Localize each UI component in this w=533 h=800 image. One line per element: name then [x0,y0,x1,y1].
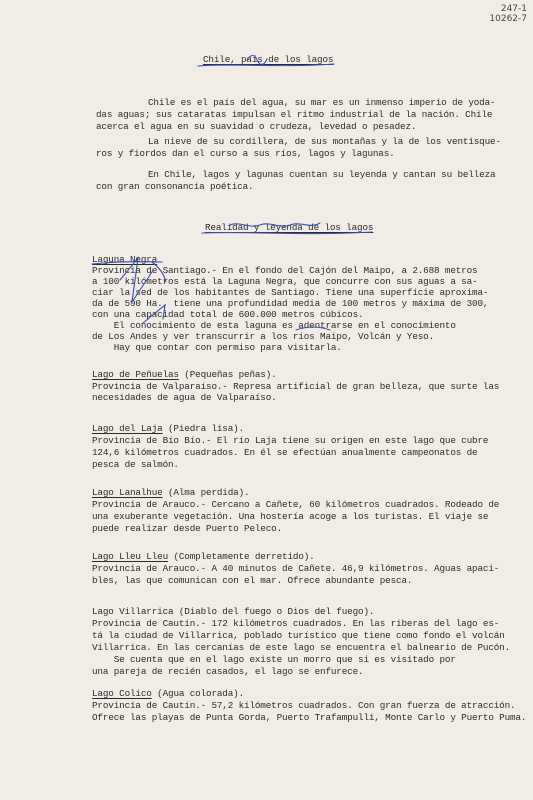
lake-text-line: bles, las que comunican con el mar. Ofrece abundante pesca. [92,575,413,586]
lake-text-line: Provincia de Bío Bío.- El río Laja tiene su origen en este lago que cubre [92,435,489,446]
intro-p1-line-3: acerca el agua en su suavidad o crudeza, levedad o pesadez. [96,121,417,132]
lake-name-villarrica: Lago Villarrica [92,606,174,617]
page-title: Chile, país de los lagos [203,54,334,65]
intro-p1-line-2: das aguas; sus cataratas impulsan el ritmo industrial de la nación. Chile [96,109,493,120]
section-heading: Realidad y leyenda de los lagos [205,222,374,233]
lake-text-line: con una capacidad total de 600.000 metros cúbicos. [92,309,364,320]
intro-p3-line-1: En Chile, lagos y lagunas cuentan su leyenda y cantan su belleza [148,169,496,180]
lake-text-line: Provincia de Cautín.- 57,2 kilómetros cuadrados. Con gran fuerza de atracción. [92,700,516,711]
lake-meaning: (Pequeñas peñas). [178,369,277,380]
lake-text-line: de Los Andes y ver transcurrir a los ríos Maipo, Volcán y Yeso. [92,331,435,342]
intro-p2-line-1: La nieve de su cordillera, de sus montañas y la de los ventisque- [148,136,501,147]
lake-name-penuelas: Lago de Peñuelas [92,369,179,380]
lake-meaning: (Diablo del fuego o Dios del fuego). [173,606,375,617]
lake-text-line: Villarrica. En las cercanías de este lago se encuentra el balneario de Pucón. [92,642,511,653]
lake-text-line: necesidades de agua de Valparaíso. [92,392,277,403]
lake-text-line: una pareja de recién casados, el lago se enfurece. [92,666,364,677]
intro-p3-line-2: con gran consonancia poética. [96,181,254,192]
lake-text-line: El conocimiento de esta laguna es adentrarse en el conocimiento [92,320,456,331]
lake-text-line: Ofrece las playas de Punta Gorda, Puerto Trafampulli, Monte Carlo y Puerto Puma. [92,712,527,723]
lake-text-line: Provincia de Arauco.- Cercano a Cañete, 60 kilómetros cuadrados. Rodeado de [92,499,500,510]
lake-text-line: a 100 kilómetros está la Laguna Negra, que concurre con sus aguas a sa- [92,276,478,287]
lake-text-line: Provincia de Arauco.- A 40 minutos de Cañete. 46,9 kilómetros. Aguas apaci- [92,563,500,574]
lake-text-line: Hay que contar con permiso para visitarla. [92,342,342,353]
lake-meaning: (Completamente derretido). [168,551,315,562]
lake-text-line: una exuberante vegetación. Una hostería acoge a los turistas. El viaje se [92,511,489,522]
lake-text-line: Provincia de Cautín.- 172 kilómetros cuadrados. En las riberas del lago es- [92,618,500,629]
reference-line-1: 247-1 [500,4,527,14]
lake-meaning: (Agua colorada). [151,688,245,699]
lake-name-colico: Lago Colico [92,688,152,699]
lake-name-lanalhue: Lago Lanalhue [92,487,163,498]
lake-meaning: (Alma perdida). [162,487,250,498]
lake-name-lleu-lleu: Lago Lleu Lleu [92,551,169,562]
lake-text-line: da de 590 Ha., tiene una profundidad media de 100 metros y máxima de 300, [92,298,489,309]
reference-line-2: 10262-7 [489,14,527,24]
intro-p1-line-1: Chile es el país del agua, su mar es un inmenso imperio de yoda- [148,97,496,108]
lake-text-line: 124,6 kilómetros cuadrados. En él se efectúan anualmente campeonatos de [92,447,478,458]
lake-text-line: pesca de salmón. [92,459,179,470]
lake-meaning: (Piedra lisa). [162,423,245,434]
lake-text-line: Se cuenta que en el lago existe un morro que si es visitado por [92,654,456,665]
lake-name-laguna-negra: Laguna Negra [92,254,158,265]
lake-text-line: puede realizar desde Puerto Peleco. [92,523,283,534]
lake-text-line: Provincia de Santiago.- En el fondo del Cajón del Maipo, a 2.688 metros [92,265,478,276]
lake-text-line: tá la ciudad de Villarrica, poblado turístico que tiene como fondo el volcán [92,630,505,641]
lake-text-line: ciar la sed de los habitantes de Santiago. Tiene una superficie aproxima- [92,287,489,298]
lake-text-line: Provincia de Valparaíso.- Represa artificial de gran belleza, que surte las [92,381,500,392]
lake-name-laja: Lago del Laja [92,423,163,434]
intro-p2-line-2: ros y fiordos dan el curso a sus ríos, lagos y lagunas. [96,148,395,159]
